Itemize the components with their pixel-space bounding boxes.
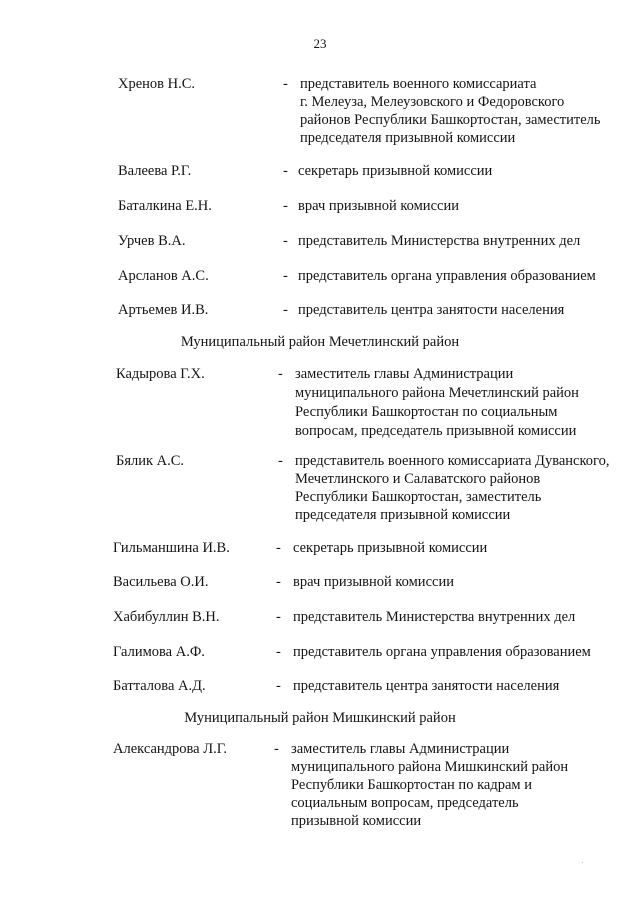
member-role-line: представитель центра занятости населения xyxy=(293,678,560,694)
member-role-line: Мечетлинского и Салаватского районов xyxy=(295,471,541,487)
dash-separator: - xyxy=(278,366,283,382)
member-role-line: председателя призывной комиссии xyxy=(300,130,516,146)
member-role-line: представитель Министерства внутренних дел xyxy=(293,609,576,625)
dash-separator: - xyxy=(278,453,283,469)
member-role-line: представитель Министерства внутренних дел xyxy=(298,233,581,249)
section-heading-mishkinsky: Муниципальный район Мишкинский район xyxy=(184,710,456,726)
dash-separator: - xyxy=(283,76,288,92)
member-name: Гильманшина И.В. xyxy=(113,540,230,556)
member-role-line: представитель органа управления образованием xyxy=(298,268,596,284)
member-role-line: представитель военного комиссариата Дуванского, xyxy=(295,453,610,469)
member-name: Галимова А.Ф. xyxy=(113,644,205,660)
dash-separator: - xyxy=(276,644,281,660)
member-name: Хренов Н.С. xyxy=(118,76,196,92)
dash-separator: - xyxy=(283,302,288,318)
dash-separator: - xyxy=(283,163,288,179)
dash-separator: - xyxy=(283,198,288,214)
dash-separator: - xyxy=(276,678,281,694)
member-name: Бялик А.С. xyxy=(116,453,185,469)
member-role-line: социальным вопросам, председатель xyxy=(291,795,519,811)
member-role-line: представитель военного комиссариата xyxy=(300,76,537,92)
dash-separator: - xyxy=(276,540,281,556)
scan-speck xyxy=(582,862,583,863)
member-role-line: вопросам, председатель призывной комиссии xyxy=(295,423,577,439)
member-name: Баталкина Е.Н. xyxy=(118,198,212,214)
member-role-line: представитель органа управления образованием xyxy=(293,644,591,660)
member-role-line: секретарь призывной комиссии xyxy=(298,163,493,179)
member-name: Кадырова Г.Х. xyxy=(116,366,205,382)
member-role-line: секретарь призывной комиссии xyxy=(293,540,488,556)
dash-separator: - xyxy=(274,741,279,757)
member-role-line: врач призывной комиссии xyxy=(298,198,459,214)
member-name: Арсланов А.С. xyxy=(118,268,209,284)
page-number: 23 xyxy=(313,36,327,51)
member-name: Хабибуллин В.Н. xyxy=(113,609,220,625)
member-role-line: муниципального района Мишкинский район xyxy=(291,759,569,775)
member-role-line: Республики Башкортостан по кадрам и xyxy=(291,777,532,793)
member-role-line: заместитель главы Администрации xyxy=(291,741,510,757)
section-heading-mechetlinsky: Муниципальный район Мечетлинский район xyxy=(180,334,460,350)
member-role-line: председателя призывной комиссии xyxy=(295,507,511,523)
dash-separator: - xyxy=(283,233,288,249)
member-role-line: Республики Башкортостан, заместитель xyxy=(295,489,542,505)
member-name: Батталова А.Д. xyxy=(113,678,206,694)
member-name: Артьемев И.В. xyxy=(118,302,209,318)
member-role-line: муниципального района Мечетлинский район xyxy=(295,385,579,401)
member-role-line: г. Мелеуза, Мелеузовского и Федоровского xyxy=(300,94,565,110)
member-role-line: врач призывной комиссии xyxy=(293,574,454,590)
member-name: Васильева О.И. xyxy=(113,574,209,590)
dash-separator: - xyxy=(276,574,281,590)
dash-separator: - xyxy=(283,268,288,284)
member-role-line: представитель центра занятости населения xyxy=(298,302,565,318)
member-role-line: заместитель главы Администрации xyxy=(295,366,514,382)
member-name: Урчев В.А. xyxy=(118,233,186,249)
member-name: Валеева Р.Г. xyxy=(118,163,192,179)
member-role-line: районов Республики Башкортостан, заместитель xyxy=(300,112,601,128)
member-role-line: Республики Башкортостан по социальным xyxy=(295,404,558,420)
member-role-line: призывной комиссии xyxy=(291,813,422,829)
member-name: Александрова Л.Г. xyxy=(113,741,228,757)
dash-separator: - xyxy=(276,609,281,625)
